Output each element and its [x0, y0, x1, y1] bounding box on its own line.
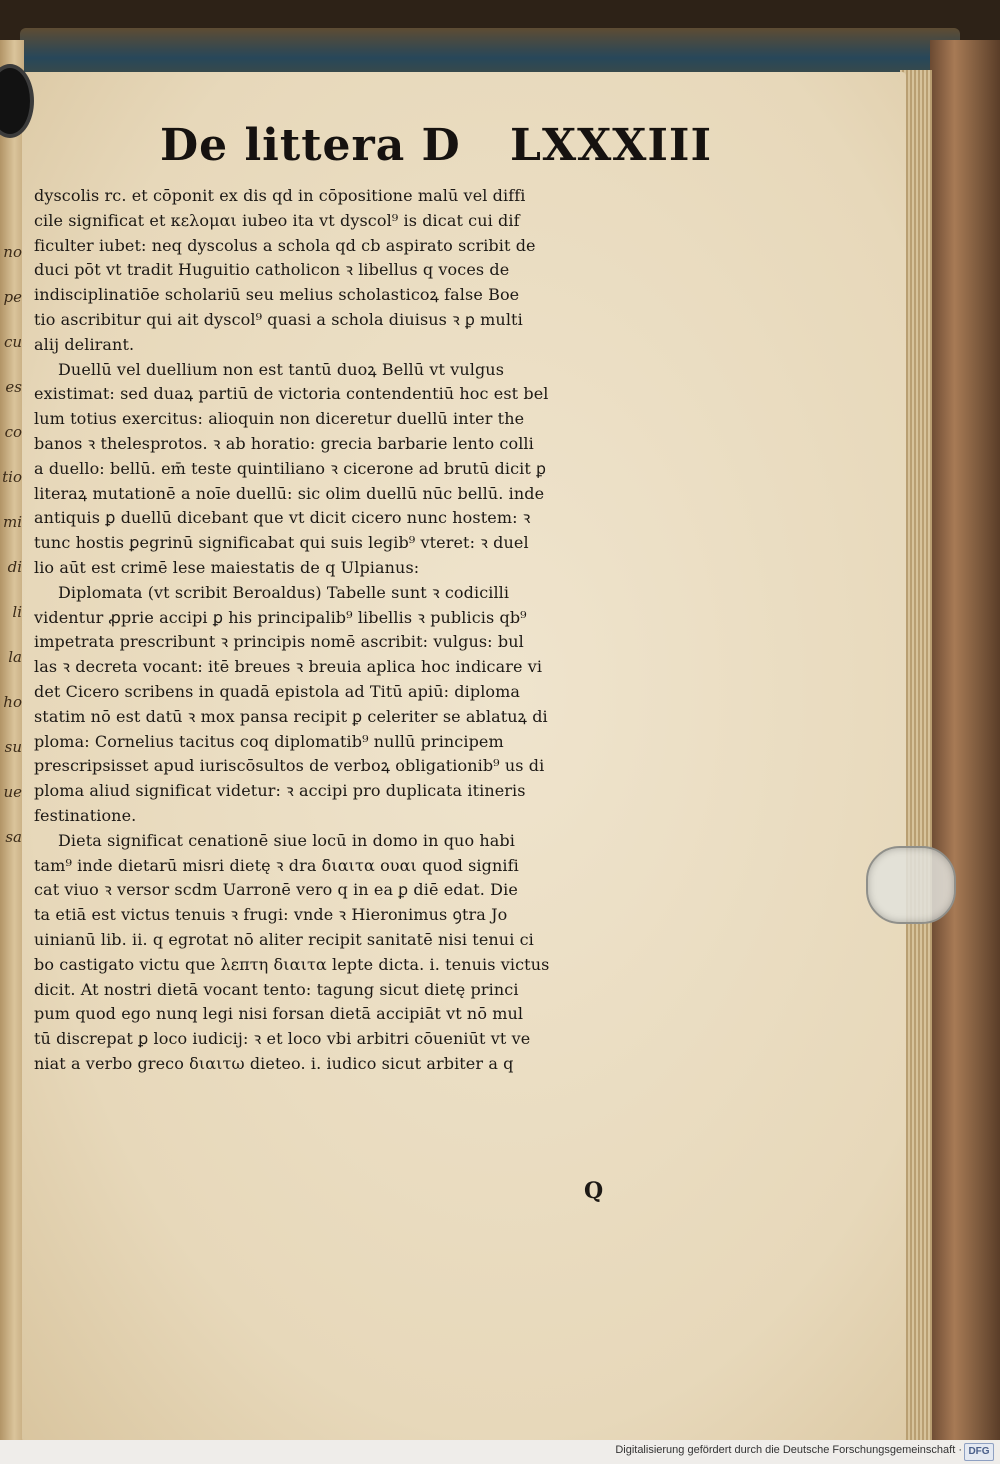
margin-fragment: ue [3, 783, 22, 801]
text-line: pum quod ego nunq legi nisi forsan dietā accipiāt vt nō mul [34, 1004, 524, 1024]
text-line: ploma aliud significat videtur: ꝛ accipi pro duplicata itineris [34, 781, 526, 801]
text-line: ficulter iubet: neq dyscolus a schola qd cb aspirato scribit de [34, 235, 536, 255]
margin-fragment: mi [2, 513, 22, 531]
text-line: det Cicero scribens in quadā epistola ad Titū apiū: diploma [34, 681, 521, 701]
text-line: las ꝛ decreta vocant: itē breues ꝛ breuia aplica hoc indicare vi [34, 657, 543, 677]
text-line: bo castigato victu que λεπτη διαιτα lepte dicta. i. tenuis victus [34, 954, 550, 974]
page-heading [160, 120, 713, 180]
text-line: alij delirant. [34, 334, 135, 354]
text-line: cat viuo ꝛ versor scdm Uarronē vero q in ea ꝑ diē edat. Die [34, 880, 518, 900]
text-line: Diplomata (vt scribit Beroaldus) Tabelle sunt ꝛ codicilli [58, 582, 510, 602]
margin-fragment: sa [5, 828, 22, 846]
margin-fragment: pe [3, 288, 22, 306]
margin-fragment: la [8, 648, 22, 666]
text-line: literaꝝ mutationē a noīe duellū: sic olim duellū nūc bellū. inde [34, 483, 545, 503]
text-line: prescripsisset apud iuriscōsultos de verboꝝ obligationib⁹ us di [34, 756, 545, 776]
margin-fragment: li [12, 603, 22, 621]
text-line: banos ꝛ thelesprotos. ꝛ ab horatio: grecia barbarie lento colli [34, 433, 534, 453]
margin-fragment: es [5, 378, 22, 396]
left-margin-fragments [0, 230, 24, 860]
margin-fragment: cu [3, 333, 22, 351]
text-line: cile significat et κελομαι iubeo ita vt dyscol⁹ is dicat cui dif [34, 210, 520, 230]
text-line: tam⁹ inde dietarū misri dietę ꝛ dra διαιτα ουαι quod signifi [34, 855, 519, 875]
text-line: festinatione. [34, 805, 137, 825]
text-line: Dieta significat cenationē siue locū in domo in quo habi [58, 830, 515, 850]
text-line: lum totius exercitus: alioquin non diceretur duellū inter the [34, 409, 525, 429]
text-line: a duello: bellū. em̄ teste quintiliano ꝛ cicerone ad brutū dicit ꝑ [34, 458, 547, 478]
heading-title: De littera D [160, 120, 461, 171]
text-line: existimat: sed duaꝝ partiū de victoria contendentiū hoc est bel [34, 384, 549, 404]
text-line: statim nō est datū ꝛ mox pansa recipit ꝑ celeriter se ablatuꝝ di [34, 706, 548, 726]
text-line: antiquis ꝑ duellū dicebant que vt dicit cicero nunc hostem: ꝛ [34, 508, 531, 528]
text-line: dyscolis rc. et cōponit ex dis qd in cōpositione malū vel diffi [34, 186, 526, 205]
margin-fragment: no [3, 243, 22, 261]
text-line: lio aūt est crimē lese maiestatis de q Ulpianus: [34, 557, 420, 577]
folio-number: LXXXIII [510, 120, 713, 171]
margin-fragment: su [4, 738, 22, 756]
footer-bar [0, 1440, 1000, 1464]
left-facing-page [0, 40, 24, 1440]
text-line: ta etiā est victus tenuis ꝛ frugi: vnde ꝛ Hieronimus ꝯtra Jo [34, 905, 508, 925]
margin-fragment: co [4, 423, 22, 441]
book-top-edge [20, 28, 960, 78]
text-line: ploma: Cornelius tacitus coq diplomatib⁹ nullū principem [34, 731, 504, 751]
footer-credit: Digitalisierung gefördert durch die Deutsche Forschungsgemeinschaft · [615, 1444, 962, 1456]
margin-fragment: di [7, 558, 22, 576]
text-line: tunc hostis ꝑegrinū significabat qui suis legib⁹ vteret: ꝛ duel [34, 533, 529, 553]
book-binding [930, 40, 1000, 1440]
text-line: impetrata prescribunt ꝛ principis nomē ascribit: vulgus: bul [34, 632, 524, 652]
page-clip-icon [866, 846, 956, 924]
text-line: dicit. At nostri dietā vocant tento: tagung sicut dietę princi [34, 979, 519, 999]
body-text [34, 184, 674, 1077]
text-line: tū discrepat ꝑ loco iudicij: ꝛ et loco vbi arbitri cōueniūt vt ve [34, 1029, 531, 1049]
text-line: Duellū vel duellium non est tantū duoꝝ Bellū vt vulgus [58, 359, 505, 379]
text-line: videntur ꝓprie accipi ꝑ his principalib⁹ libellis ꝛ publicis qb⁹ [34, 607, 527, 627]
margin-fragment: ho [3, 693, 22, 711]
text-line: tio ascribitur qui ait dyscol⁹ quasi a schola diuisus ꝛ ꝑ multi [34, 309, 523, 329]
margin-fragment: tio [2, 468, 22, 486]
text-line: niat a verbo greco διαιτω dieteo. i. iudico sicut arbiter a q [34, 1053, 514, 1073]
text-line: duci pōt vt tradit Huguitio catholicon ꝛ libellus q voces de [34, 260, 510, 280]
dfg-logo-icon: DFG [964, 1443, 994, 1461]
text-line: indisciplinatiōe scholariū seu melius scholasticoꝝ false Boe [34, 285, 520, 305]
signature-mark: Q [584, 1178, 604, 1204]
text-line: uinianū lib. ii. q egrotat nō aliter recipit sanitatē nisi tenui ci [34, 929, 534, 949]
